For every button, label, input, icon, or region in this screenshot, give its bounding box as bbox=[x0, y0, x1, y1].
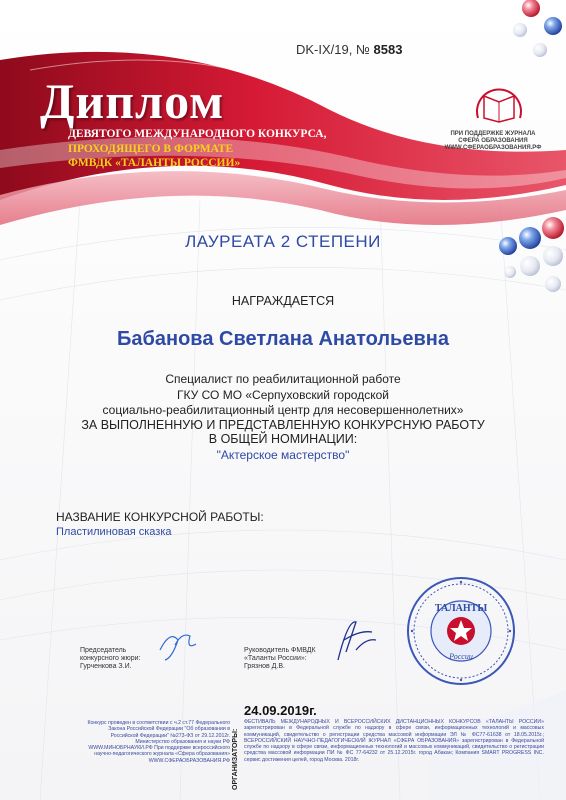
subtitle-line-2: ПРОХОДЯЩЕГО В ФОРМАТЕ bbox=[68, 143, 234, 155]
awarded-label: НАГРАЖДАЕТСЯ bbox=[231, 294, 335, 308]
work-title-label: НАЗВАНИЕ КОНКУРСНОЙ РАБОТЫ: bbox=[56, 510, 264, 524]
recipient-name: Бабанова Светлана Анатольевна bbox=[117, 328, 449, 350]
stamp-script-text: России bbox=[449, 652, 473, 661]
laureate-degree: ЛАУРЕАТА 2 СТЕПЕНИ bbox=[185, 232, 381, 251]
registration-number-value: 8583 bbox=[373, 42, 403, 57]
organizers-label: ОРГАНИЗАТОРЫ: bbox=[232, 728, 239, 790]
jury-chair-name: Гурченкова З.И. bbox=[80, 663, 132, 670]
subtitle-line-1: ДЕВЯТОГО МЕЖДУНАРОДНОГО КОНКУРСА, bbox=[68, 128, 327, 140]
festival-head-name: Грязнов Д.В. bbox=[244, 663, 285, 670]
stamp-text: ТАЛАНТЫ bbox=[434, 603, 488, 614]
diploma-title: Диплом bbox=[40, 73, 225, 129]
nomination: "Актерское мастерство" bbox=[216, 448, 350, 462]
bottom-left-legal-text: Конкурс проведен в соответствии с ч.2 ст.77 Федерального Закона Российской Федерации "Об образовании в Российской Федерации" №273-ФЗ от 29.12.2012г. Министерство образования и науки РФ WWW.МИНОБРНАУКИ.РФ При поддержке всероссийского научно-педагогического журнала «Сфера образования» WWW.СФЕРАОБРАЗОВАНИЯ.РФ bbox=[87, 720, 230, 764]
jury-chair-block: Председатель конкурсного жюри: Гурченкова З.И. bbox=[80, 647, 141, 670]
recipient-position: Специалист по реабилитационной работе bbox=[165, 372, 401, 386]
registration-number: DK-IX/19, № 8583 bbox=[296, 42, 403, 57]
diploma-date: 24.09.2019г. bbox=[244, 703, 317, 718]
journal-logo-icon bbox=[470, 78, 528, 128]
bottom-right-legal-text: ФЕСТИВАЛЬ МЕЖДУНАРОДНЫХ И ВСЕРОССИЙСКИХ ДИСТАНЦИОННЫХ КОНКУРСОВ «ТАЛАНТЫ РОССИИ» зарегистрирован в Федеральной службе по надзору в сфере связи, информационных технологий и массовых коммуникаций, свидетельство о регистрации средства массовой информации ЭЛ № ФС77-61638 от 18.05.2015г.; ВСЕРОССИЙСКИЙ НАУЧНО-ПЕДАГОГИЧЕСКИЙ ЖУРНАЛ «СФЕРА ОБРАЗОВАНИЯ» зарегистрирован в Федеральной службе по надзору в сфере связи, информационных технологий и массовых коммуникаций, свидетельство о регистрации средства массовой информации ПИ № ФС 77-64232 от 25.12.2015г. город Абакан; Компания SMART PROGRESS INC. сервис достижения целей, город Москва. 2018г. bbox=[244, 719, 544, 763]
for-work-line-2: В ОБЩЕЙ НОМИНАЦИИ: bbox=[208, 432, 358, 446]
subtitle-line-3: ФМВДК «ТАЛАНТЫ РОССИИ» bbox=[68, 157, 241, 169]
for-work-line-1: ЗА ВЫПОЛНЕННУЮ И ПРЕДСТАВЛЕННУЮ КОНКУРСНУЮ РАБОТУ bbox=[81, 418, 485, 432]
journal-logo-text: ПРИ ПОДДЕРЖКЕ ЖУРНАЛА СФЕРА ОБРАЗОВАНИЯ WWW.СФЕРАОБРАЗОВАНИЯ.РФ bbox=[444, 131, 542, 151]
organization-line-1: ГКУ СО МО «Серпуховский городской bbox=[177, 388, 389, 402]
work-title: Пластилиновая сказка bbox=[56, 526, 172, 538]
festival-head-block: Руководитель ФМВДК «Таланты России»: Грязнов Д.В. bbox=[244, 647, 316, 670]
official-stamp bbox=[405, 575, 517, 687]
organization-line-2: социально-реабилитационный центр для несовершеннолетних» bbox=[102, 403, 464, 417]
